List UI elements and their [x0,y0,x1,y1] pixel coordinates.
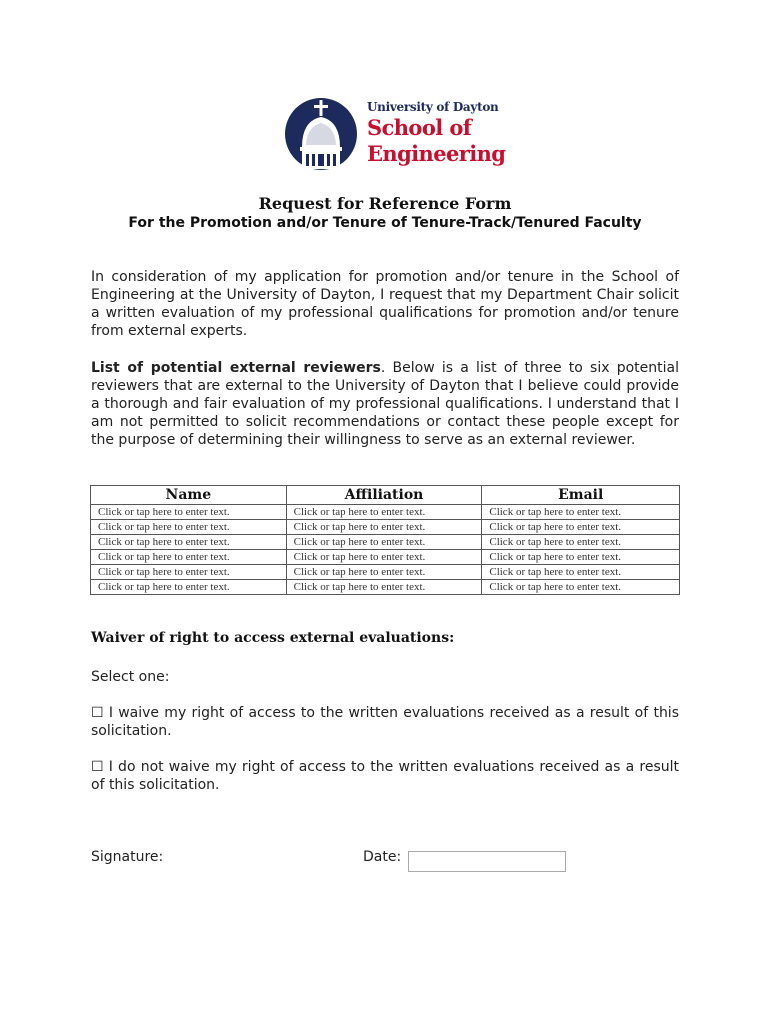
table-row [91,535,680,550]
form-title: Request for Reference Form [258,194,512,213]
name-field[interactable]: Click or tap here to enter text. [91,580,287,595]
name-field[interactable]: Click or tap here to enter text. [91,535,287,550]
email-field[interactable]: Click or tap here to enter text. [482,520,680,535]
affiliation-field[interactable]: Click or tap here to enter text. [286,580,482,595]
university-logo [284,97,506,171]
reviewers-lead: List of potential external reviewers [91,360,381,376]
affiliation-field[interactable]: Click or tap here to enter text. [286,520,482,535]
school-name-line2: Engineering [367,141,506,166]
reviewers-table [90,485,680,595]
table-row [91,565,680,580]
form-subtitle: For the Promotion and/or Tenure of Tenure-Track/Tenured Faculty [128,215,642,231]
name-field[interactable]: Click or tap here to enter text. [91,550,287,565]
school-name-line1: School of [367,115,472,140]
affiliation-field[interactable]: Click or tap here to enter text. [286,535,482,550]
email-field[interactable]: Click or tap here to enter text. [482,580,680,595]
affiliation-field[interactable]: Click or tap here to enter text. [286,550,482,565]
header-email: Email [482,486,680,505]
select-one-label: Select one: [91,669,170,685]
waiver-heading: Waiver of right to access external evaluations: [91,630,455,646]
affiliation-field[interactable]: Click or tap here to enter text. [286,505,482,520]
affiliation-field[interactable]: Click or tap here to enter text. [286,565,482,580]
waiver-option-do-not-waive[interactable]: ☐ I do not waive my right of access to the written evaluations received as a result of this solicitation. [91,759,679,793]
signature-label: Signature: [91,849,164,865]
email-field[interactable]: Click or tap here to enter text. [482,550,680,565]
date-label: Date: [363,849,402,865]
email-field[interactable]: Click or tap here to enter text. [482,565,680,580]
name-field[interactable]: Click or tap here to enter text. [91,505,287,520]
name-field[interactable]: Click or tap here to enter text. [91,520,287,535]
email-field[interactable]: Click or tap here to enter text. [482,505,680,520]
table-row [91,580,680,595]
chapel-dome-emblem-icon [284,97,358,171]
name-field[interactable]: Click or tap here to enter text. [91,565,287,580]
table-row [91,505,680,520]
table-header-row [91,486,680,505]
waiver-option-waive[interactable]: ☐ I waive my right of access to the written evaluations received as a result of this solicitation. [91,705,679,739]
intro-paragraph: In consideration of my application for promotion and/or tenure in the School of Engineering at the University of Dayton, I request that my Department Chair solicit a written evaluation of my professional qualifications for promotion and/or tenure from external experts. [91,269,679,339]
reviewers-text: . Below is a list of three to six potential reviewers that are external to the University of Dayton that I believe could provide a thorough and fair evaluation of my professional qualifications. I understand that I am not permitted to solicit recommendations or contact these people except for the purpose of determining their willingness to serve as an external reviewer. [91,360,680,448]
date-input[interactable] [408,851,566,872]
header-name: Name [91,486,287,505]
email-field[interactable]: Click or tap here to enter text. [482,535,680,550]
university-name: University of Dayton [367,100,499,114]
table-row [91,550,680,565]
header-affiliation: Affiliation [286,486,482,505]
table-row [91,520,680,535]
reviewers-paragraph [91,359,679,449]
